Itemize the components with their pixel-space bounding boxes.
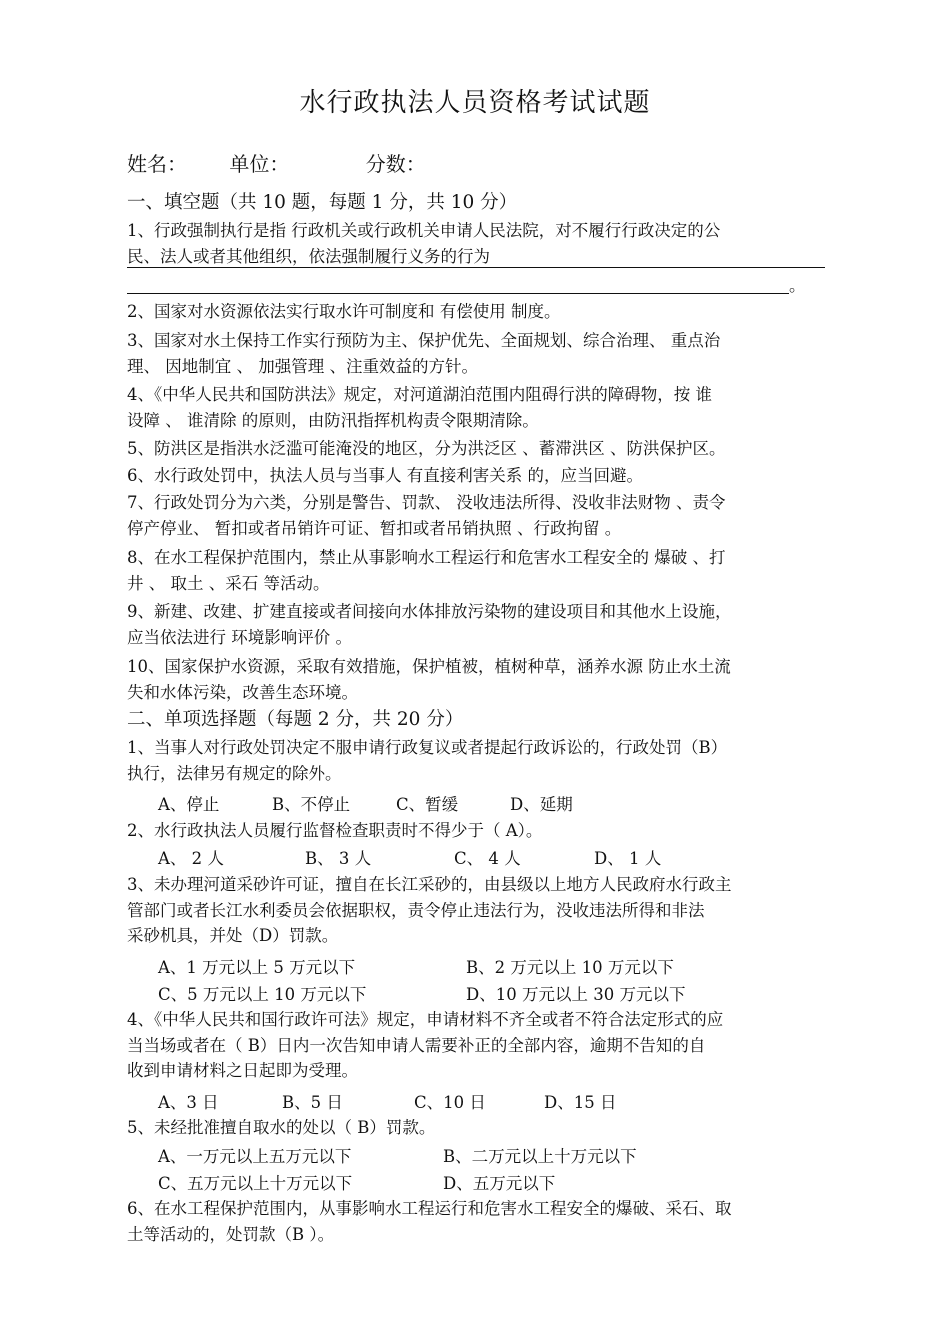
- choice-1-stem-1: 1、当事人对行政处罚决定不服申请行政复议或者提起行政诉讼的，行政处罚（B）: [127, 738, 728, 757]
- choice-3-option-b: B、2 万元以上 10 万元以下: [466, 958, 674, 977]
- choice-6-stem-2: 土等活动的，处罚款（B ）。: [127, 1224, 335, 1244]
- choice-6-stem-1: 6、在水工程保护范围内，从事影响水工程运行和危害水工程安全的爆破、采石、取: [127, 1199, 732, 1218]
- fill-question-8: [127, 545, 825, 596]
- choice-question-5: [127, 1115, 825, 1141]
- choice-4-option-a: A、3 日: [158, 1093, 219, 1112]
- fill-10-line-1: 10、国家保护水资源，采取有效措施，保护植被，植树种草，涵养水源 防止水土流: [127, 657, 731, 676]
- section-choice-title: 二、单项选择题（每题 2 分，共 20 分）: [127, 709, 464, 730]
- score-label: 分数：: [365, 152, 426, 176]
- answer-underline: [127, 293, 789, 294]
- fill-question-9: [127, 599, 825, 650]
- choice-3-stem-3: 采砂机具，并处（D）罚款。: [127, 926, 339, 945]
- fill-10-line-2: 失和水体污染，改善生态环境。: [127, 682, 358, 702]
- fill-question-4: [127, 382, 825, 433]
- choice-4-option-d: D、15 日: [544, 1093, 617, 1112]
- choice-4-stem-1: 4、《中华人民共和国行政许可法》规定，申请材料不齐全或者不符合法定形式的应: [127, 1010, 724, 1029]
- section-fill-title: 一、填空题（共 10 题，每题 1 分，共 10 分）: [127, 192, 518, 213]
- fill-question-10: [127, 654, 825, 705]
- choice-4-stem-3: 收到申请材料之日起即为受理。: [127, 1061, 358, 1080]
- fill-2-line-1: 2、国家对水资源依法实行取水许可制度和 有偿使用 制度。: [127, 302, 561, 321]
- choice-3-stem-1: 3、未办理河道采砂许可证，擅自在长江采砂的，由县级以上地方人民政府水行政主: [127, 875, 732, 894]
- choice-4-stem-2: 当当场或者在（ B）日内一次告知申请人需要补正的全部内容，逾期不告知的自: [127, 1035, 706, 1055]
- fill-8-line-2: 井 、 取土 、采石 等活动。: [127, 573, 330, 593]
- fill-8-line-1: 8、在水工程保护范围内，禁止从事影响水工程运行和危害水工程安全的 爆破 、打: [127, 548, 726, 567]
- choice-question-3: [127, 872, 825, 949]
- choice-4-option-c: C、10 日: [414, 1093, 486, 1112]
- fill-1-end: 。: [789, 276, 806, 295]
- choice-3-option-d: D、10 万元以上 30 万元以下: [466, 985, 686, 1004]
- name-label: 姓名：: [127, 152, 187, 176]
- choice-2-option-a: A、 2 人: [158, 849, 224, 868]
- fill-3-line-2: 理、 因地制宜 、 加强管理 、注重效益的方针。: [127, 356, 478, 376]
- choice-1-option-b: B、不停止: [272, 795, 351, 814]
- choice-5-option-a: A、一万元以上五万元以下: [158, 1147, 352, 1166]
- fill-9-line-2: 应当依法进行 环境影响评价 。: [127, 627, 352, 647]
- choice-5-option-d: D、五万元以下: [443, 1174, 556, 1193]
- fill-9-line-1: 9、新建、改建、扩建直接或者间接向水体排放污染物的建设项目和其他水上设施，: [127, 602, 732, 621]
- fill-7-line-2: 停产停业、 暂扣或者吊销许可证、暂扣或者吊销执照 、行政拘留 。: [127, 518, 622, 538]
- fill-6-line-1: 6、水行政处罚中，执法人员与当事人 有直接利害关系 的，应当回避。: [127, 466, 643, 485]
- choice-5-stem-1: 5、未经批准擅自取水的处以（ B）罚款。: [127, 1118, 436, 1137]
- fill-4-line-2: 设障 、 谁清除 的原则，由防汛指挥机构责令限期清除。: [127, 410, 539, 430]
- choice-question-6: [127, 1196, 825, 1247]
- choice-question-4: [127, 1007, 825, 1084]
- choice-question-1: [127, 735, 825, 786]
- fill-1-line-1: 1、行政强制执行是指 行政机关或行政机关申请人民法院，对不履行行政决定的公: [127, 221, 721, 240]
- fill-question-3: [127, 328, 825, 379]
- fill-4-line-1: 4、《中华人民共和国防洪法》规定，对河道湖泊范围内阻碍行洪的障碍物，按 谁: [127, 385, 712, 404]
- choice-5-option-b: B、二万元以上十万元以下: [443, 1147, 637, 1166]
- choice-5-option-c: C、五万元以上十万元以下: [158, 1174, 353, 1193]
- unit-label: 单位：: [229, 152, 290, 176]
- header-info: [127, 148, 462, 177]
- choice-2-option-c: C、 4 人: [454, 849, 521, 868]
- choice-2-stem-1: 2、水行政执法人员履行监督检查职责时不得少于（ A）。: [127, 821, 543, 840]
- choice-2-option-d: D、 1 人: [594, 849, 662, 868]
- fill-5-line-1: 5、防洪区是指洪水泛滥可能淹没的地区，分为洪泛区 、蓄滞洪区 、防洪保护区。: [127, 439, 726, 458]
- choice-1-stem-2: 执行，法律另有规定的除外。: [127, 763, 342, 783]
- fill-1-line-2: 民、法人或者其他组织，依法强制履行义务的行为: [127, 246, 490, 266]
- choice-3-option-a: A、1 万元以上 5 万元以下: [158, 958, 356, 977]
- fill-question-5: [127, 436, 825, 462]
- choice-4-option-b: B、5 日: [282, 1093, 343, 1112]
- choice-2-option-b: B、 3 人: [305, 849, 372, 868]
- fill-3-line-1: 3、国家对水土保持工作实行预防为主、保护优先、全面规划、综合治理、 重点治: [127, 331, 721, 350]
- choice-3-option-c: C、5 万元以上 10 万元以下: [158, 985, 367, 1004]
- fill-question-6: [127, 463, 825, 489]
- page-title: 水行政执法人员资格考试试题: [299, 88, 651, 118]
- choice-1-option-a: A、停止: [158, 795, 220, 814]
- choice-1-option-d: D、延期: [510, 795, 573, 814]
- fill-question-7: [127, 490, 825, 541]
- fill-7-line-1: 7、行政处罚分为六类，分别是警告、罚款、 没收违法所得、没收非法财物 、责令: [127, 493, 726, 512]
- fill-question-1: [127, 218, 825, 269]
- choice-question-2: [127, 818, 825, 844]
- choice-1-option-c: C、暂缓: [396, 795, 459, 814]
- choice-3-stem-2: 管部门或者长江水利委员会依据职权，责令停止违法行为，没收违法所得和非法: [127, 900, 705, 920]
- answer-underline: [127, 267, 825, 268]
- fill-question-2: [127, 299, 825, 325]
